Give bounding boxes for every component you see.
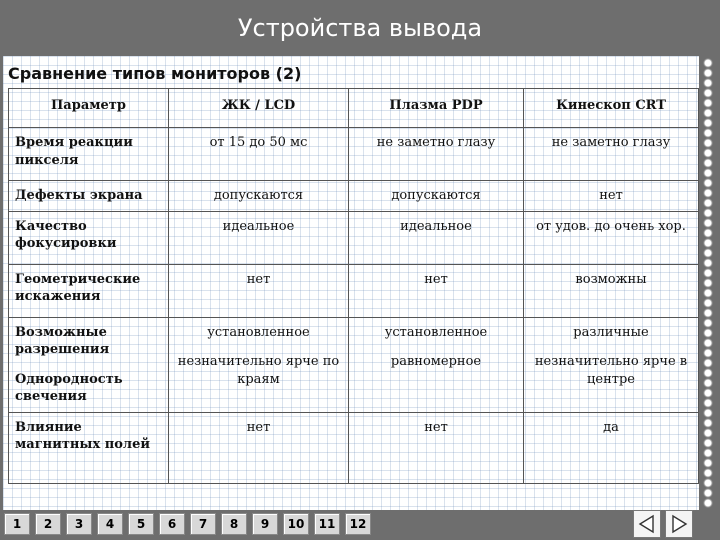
value-text: установленное xyxy=(207,324,310,340)
value-cell: допускаются xyxy=(169,181,349,212)
value-cell: нет xyxy=(349,412,524,483)
column-header: Параметр xyxy=(9,89,169,128)
value-cell: допускаются xyxy=(349,181,524,212)
value-cell: от удов. до очень хор. xyxy=(524,211,699,264)
table-row xyxy=(9,317,699,412)
slide-header xyxy=(0,0,720,56)
table-header-row xyxy=(9,89,699,128)
page-button-2[interactable]: 2 xyxy=(35,513,61,535)
param-cell: Влияние магнитных полей xyxy=(9,412,169,483)
param-label: Однородность свечения xyxy=(15,371,123,405)
page-button-10[interactable]: 10 xyxy=(283,513,309,535)
slide-title: Устройства вывода xyxy=(237,14,483,42)
column-header: Кинескоп CRT xyxy=(524,89,699,128)
value-cell: не заметно глазу xyxy=(349,128,524,181)
value-cell: не заметно глазу xyxy=(524,128,699,181)
spiral-binding xyxy=(700,58,716,508)
prev-slide-button[interactable] xyxy=(633,510,661,538)
page-subtitle: Сравнение типов мониторов (2) xyxy=(8,64,302,83)
value-cell xyxy=(169,317,349,412)
param-label: Возможные разрешения xyxy=(15,324,110,358)
value-cell xyxy=(524,317,699,412)
triangle-left-icon xyxy=(637,514,657,534)
value-cell: нет xyxy=(349,264,524,317)
value-cell: нет xyxy=(169,412,349,483)
value-text: незначительно ярче по краям xyxy=(177,354,340,387)
value-cell: возможны xyxy=(524,264,699,317)
value-cell: от 15 до 50 мс xyxy=(169,128,349,181)
value-cell: да xyxy=(524,412,699,483)
value-text: незначительно ярче в центре xyxy=(534,354,688,387)
value-cell: нет xyxy=(169,264,349,317)
next-slide-button[interactable] xyxy=(665,510,693,538)
value-cell: нет xyxy=(524,181,699,212)
comparison-table xyxy=(8,88,699,484)
value-cell: идеальное xyxy=(349,211,524,264)
triangle-right-icon xyxy=(669,514,689,534)
param-cell: Время реакции пикселя xyxy=(9,128,169,181)
slide-nav-arrows xyxy=(633,510,693,538)
page-button-1[interactable]: 1 xyxy=(4,513,30,535)
param-cell xyxy=(9,317,169,412)
param-cell: Качество фокусировки xyxy=(9,211,169,264)
value-cell: идеальное xyxy=(169,211,349,264)
page-button-12[interactable]: 12 xyxy=(345,513,371,535)
page-button-6[interactable]: 6 xyxy=(159,513,185,535)
page-button-7[interactable]: 7 xyxy=(190,513,216,535)
page-button-5[interactable]: 5 xyxy=(128,513,154,535)
page-button-3[interactable]: 3 xyxy=(66,513,92,535)
param-cell: Дефекты экрана xyxy=(9,181,169,212)
table-row xyxy=(9,128,699,181)
slide-pagination xyxy=(4,513,376,535)
value-text: равномерное xyxy=(390,354,482,370)
table-row xyxy=(9,211,699,264)
table-row xyxy=(9,264,699,317)
page-button-11[interactable]: 11 xyxy=(314,513,340,535)
table-row xyxy=(9,181,699,212)
value-text: различные xyxy=(573,324,649,340)
page-button-9[interactable]: 9 xyxy=(252,513,278,535)
value-text: установленное xyxy=(384,324,488,340)
column-header: Плазма PDP xyxy=(349,89,524,128)
value-cell xyxy=(349,317,524,412)
param-cell: Геометрические искажения xyxy=(9,264,169,317)
column-header: ЖК / LCD xyxy=(169,89,349,128)
page-button-4[interactable]: 4 xyxy=(97,513,123,535)
table-row xyxy=(9,412,699,483)
page-button-8[interactable]: 8 xyxy=(221,513,247,535)
